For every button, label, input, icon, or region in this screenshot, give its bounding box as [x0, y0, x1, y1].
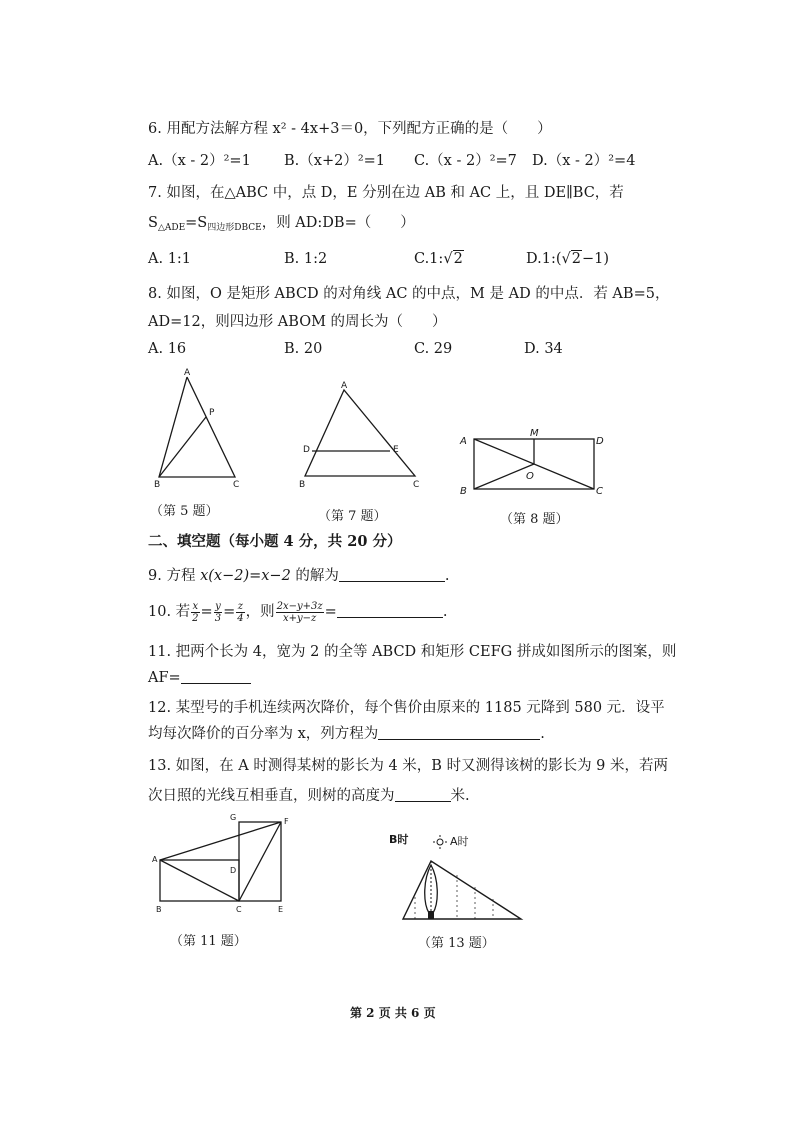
fig8-segment-bo: [474, 464, 534, 489]
q6-option-a: A.（x - 2）²=1: [148, 153, 251, 169]
q12-answer-blank: [378, 725, 540, 740]
fig7-label-a: A: [341, 381, 348, 391]
q6-option-c: C.（x - 2）²=7: [414, 153, 517, 169]
fig11-label-d: D: [230, 866, 237, 875]
q11-line2: AF=: [148, 668, 251, 688]
fig7-label-c: C: [413, 480, 420, 490]
q8-option-c: C. 29: [414, 341, 453, 357]
fig5-segment-bp: [159, 417, 206, 477]
fig7-triangle-abc: [305, 390, 415, 476]
fig5-label-c: C: [233, 480, 240, 490]
fig11-label-b: B: [156, 905, 162, 914]
q6-option-b: B.（x+2）²=1: [284, 153, 386, 169]
fig13-caption: （第 13 题）: [418, 936, 495, 951]
fig7-label-e: E: [393, 445, 399, 455]
fig8-label-b: B: [460, 486, 467, 497]
figure-8: [455, 425, 605, 500]
q13-answer-blank: [395, 787, 451, 802]
section2-title: 二、填空题（每小题 4 分，共 20 分）: [148, 533, 402, 550]
fig5-label-b: B: [154, 480, 161, 490]
figure-13: [385, 825, 535, 930]
q12-line1: 12. 某型号的手机连续两次降价，每个售价由原来的 1185 元降到 580 元．设平: [148, 700, 665, 716]
fig8-label-d: D: [596, 436, 604, 447]
fig5-label-p: P: [209, 408, 215, 418]
fig5-caption: （第 5 题）: [150, 504, 219, 519]
fig7-label-b: B: [299, 480, 306, 490]
q9-answer-blank: [339, 567, 445, 582]
fig11-segment-af: [160, 822, 281, 860]
q8-option-b: B. 20: [284, 341, 323, 357]
fig8-caption: （第 8 题）: [500, 512, 569, 527]
fig11-label-f: F: [284, 817, 289, 826]
q6-option-d: D.（x - 2）²=4: [532, 153, 636, 169]
fig5-label-a: A: [184, 368, 191, 378]
q7-line2: $S_{\triangle ADE}=S_{四边形DBCE}$，则 AD:DB=（ ）: [148, 215, 415, 233]
q8-line1: 8. 如图，O 是矩形 ABCD 的对角线 AC 的中点，M 是 AD 的中点．若 AB=5，: [148, 286, 670, 302]
fig8-label-c: C: [596, 486, 603, 497]
fig11-segment-ac: [160, 860, 239, 901]
fig13-label-b-time: B时: [389, 833, 409, 846]
fig11-label-a: A: [152, 855, 158, 864]
q7-option-d: D.1:(√2−1): [526, 251, 610, 267]
q7-option-a: A. 1:1: [148, 251, 192, 267]
sun-icon: [433, 835, 447, 849]
fig11-caption: （第 11 题）: [170, 934, 247, 949]
page-footer: 第 2 页 共 6 页: [350, 1006, 436, 1020]
q7-option-b: B. 1:2: [284, 251, 328, 267]
q13-line2: 次日照的光线互相垂直，则树的高度为 米.: [148, 788, 470, 804]
fig8-label-o: O: [526, 471, 534, 482]
q12-line2: 均每次降价的百分率为 x，列方程为 .: [148, 726, 545, 742]
figure-11: [150, 810, 320, 920]
q9: 9. 方程 x(x−2)=x−2 的解为 .: [148, 568, 450, 584]
q8-option-d: D. 34: [524, 341, 563, 357]
q8-option-a: A. 16: [148, 341, 187, 357]
fig11-label-c: C: [236, 905, 242, 914]
q13-line1: 13. 如图，在 A 时测得某树的影长为 4 米，B 时又测得该树的影长为 9 米，若两: [148, 758, 669, 774]
q10: 10. 若 $\frac{x}{2}$ = $\frac{y}{3}$ = $\frac{z}{4}$ ，则 $\frac{2x-y+3z}{x+y-z}$ = .: [148, 600, 448, 624]
fig13-label-a-time: A时: [450, 835, 469, 848]
fig11-label-e: E: [278, 905, 284, 914]
q10-answer-blank: [337, 603, 443, 618]
q6-stem: 6. 用配方法解方程 x² - 4x+3＝0，下列配方正确的是（ ）: [148, 121, 552, 137]
fig8-label-m: M: [530, 428, 539, 439]
q8-line2: AD=12，则四边形 ABOM 的周长为（ ）: [148, 314, 447, 330]
fig7-caption: （第 7 题）: [318, 509, 387, 524]
fig11-label-g: G: [230, 813, 237, 822]
fig7-label-d: D: [303, 445, 310, 455]
fig8-label-a: A: [460, 436, 467, 447]
q11-answer-blank: [181, 669, 251, 684]
q11-line1: 11. 把两个长为 4，宽为 2 的全等 ABCD 和矩形 CEFG 拼成如图所示的图案，则: [148, 644, 677, 660]
figure-5: [140, 365, 250, 490]
fig13-light-ray-triangle: [403, 861, 521, 919]
q7-option-c: C.1:√2: [414, 251, 463, 267]
q7-line1: 7. 如图，在△ABC 中，点 D，E 分别在边 AB 和 AC 上，且 DE∥BC，若: [148, 185, 624, 201]
figure-7: [295, 380, 425, 490]
